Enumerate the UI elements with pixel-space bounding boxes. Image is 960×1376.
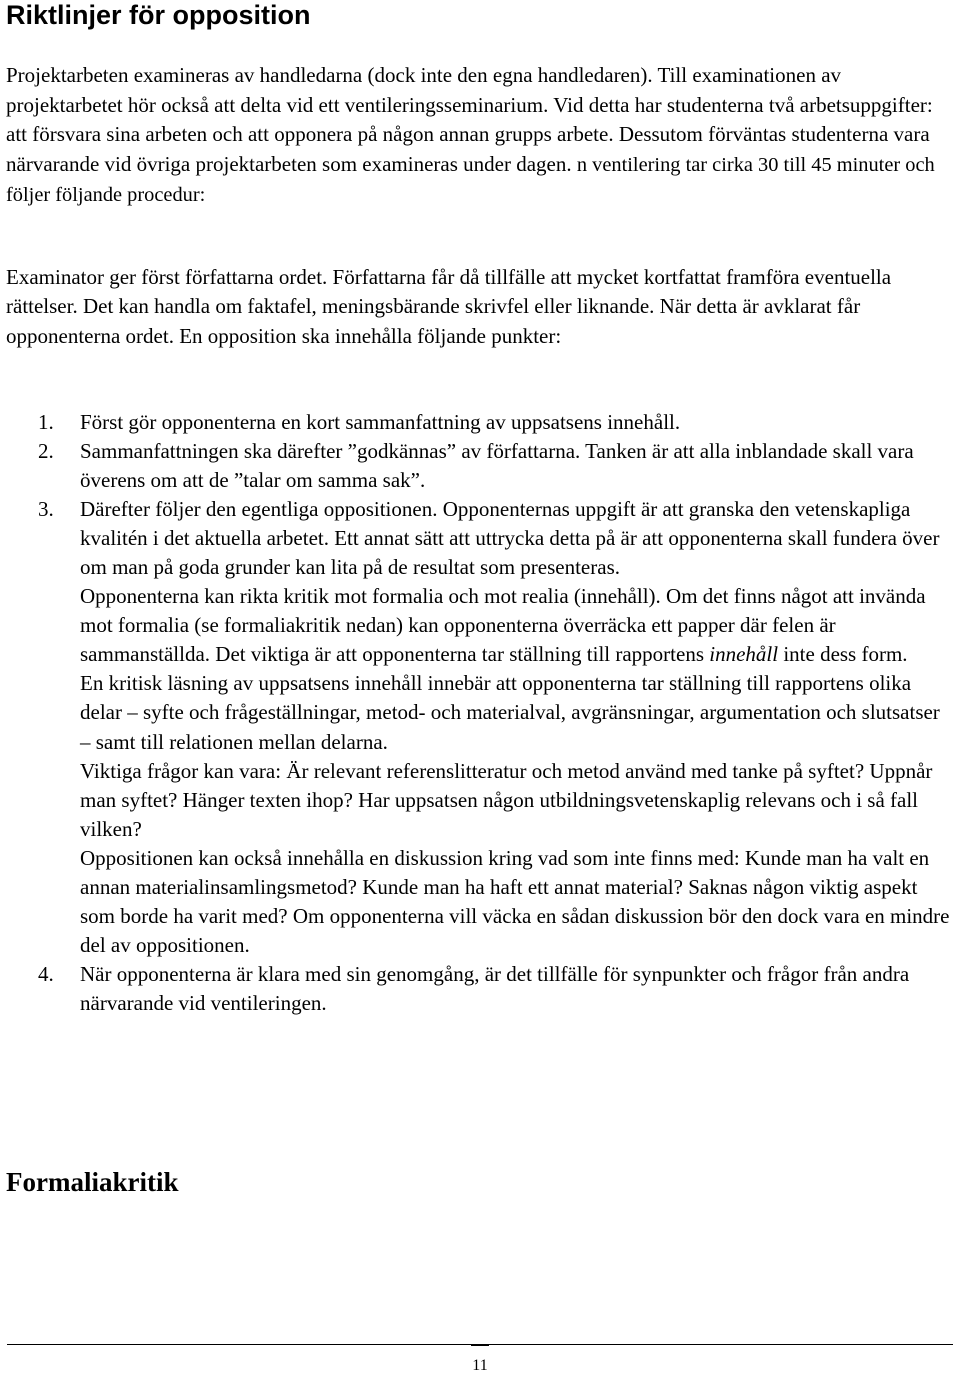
list-item-subparagraph-questions: Viktiga frågor kan vara: Är relevant referenslitteratur och metod använd med tanke på syftet? Uppnår man syftet? Hänger texten ihop? Har uppsatsen någon utbildningsvetenskaplig relevans och i så fall vilken?	[80, 758, 933, 841]
list-item	[6, 437, 951, 495]
section-heading-formaliakritik: Formaliakritik	[6, 1167, 179, 1197]
intro-paragraph	[6, 61, 956, 211]
subparagraph-text-end: inte dess form.	[778, 642, 908, 667]
list-item-subparagraph-discussion: Oppositionen kan också innehålla en diskussion kring vad som inte finns med: Kunde man ha valt en annan materialinsamlingsmetod? Kunde man ha haft ett annat material? Saknas någon viktig aspekt som borde ha varit med? Om opponenterna vill väcka en sådan diskussion bör den dock vara en mindre del av oppositionen.	[80, 845, 950, 957]
page-title: Riktlinjer för opposition	[6, 0, 311, 30]
list-item-number: 4.	[38, 961, 54, 986]
list-item	[6, 495, 951, 960]
subparagraph-text: Opponenterna kan rikta kritik mot formalia och mot realia (innehåll). Om det finns något att invända mot formalia (se formaliakritik nedan) kan opponenterna överräcka ett papper där felen är sammanställda. Det viktiga är att opponenterna tar ställning till rapportens	[80, 584, 926, 667]
intro-text-part1: Projektarbeten examineras av handledarna (dock inte den egna handledaren). Till examinationen av projektarbetet hör också att delta vid ett ventileringsseminarium. Vid detta har studenterna två arbetsuppgifter: att försvara sina arbeten och att opponera på någon annan grupps arbete. Dessutom förväntas studenterna vara närvarande vid övriga projektarbeten som examineras under dagen.	[6, 63, 933, 176]
list-item	[6, 408, 951, 437]
list-item-subparagraph-formalia	[80, 582, 951, 669]
list-item-text: När opponenterna är klara med sin genomgång, är det tillfälle för synpunkter och frågor från andra närvarande vid ventileringen.	[80, 961, 910, 1015]
page-number: 11	[472, 1357, 488, 1374]
intro-text-part2: n ventilering tar cirka 30 till 45 minuter och följer följande procedur:	[6, 153, 935, 207]
emphasized-word: innehåll	[709, 642, 779, 667]
list-item-number: 2.	[38, 439, 54, 464]
list-item-text: Därefter följer den egentliga oppositionen. Opponenternas uppgift är att granska den vetenskapliga kvalitén i det aktuella arbetet. Ett annat sätt att uttrycka detta på är att opponenterna skall fundera över om man på goda grunder kan lita på de resultat som presenteras.	[80, 497, 940, 580]
list-item	[6, 960, 951, 1018]
procedure-paragraph: Examinator ger först författarna ordet. Författarna får då tillfälle att mycket kortfattat framföra eventuella rättelser. Det kan handla om faktafel, meningsbärande skrivfel eller liknande. När detta är avklarat får opponenterna ordet. En opposition ska innehålla följande punkter:	[6, 265, 892, 348]
list-item-number: 1.	[38, 410, 54, 434]
list-item-number: 3.	[38, 497, 54, 522]
list-item-text: Sammanfattningen ska därefter ”godkännas” av författarna. Tanken är att alla inblandade skall vara överens om att de ”talar om samma sak”.	[80, 439, 914, 493]
opposition-points-list	[6, 408, 951, 1018]
list-item-text: Först gör opponenterna en kort sammanfattning av uppsatsens innehåll.	[80, 410, 681, 434]
footer-divider-tick	[471, 1344, 489, 1346]
list-item-subparagraph-critical-reading: En kritisk läsning av uppsatsens innehåll innebär att opponenterna tar ställning till rapportens olika delar – syfte och frågeställningar, metod- och materialval, avgränsningar, argumentation och slutsatser – samt till relationen mellan delarna.	[80, 671, 940, 754]
